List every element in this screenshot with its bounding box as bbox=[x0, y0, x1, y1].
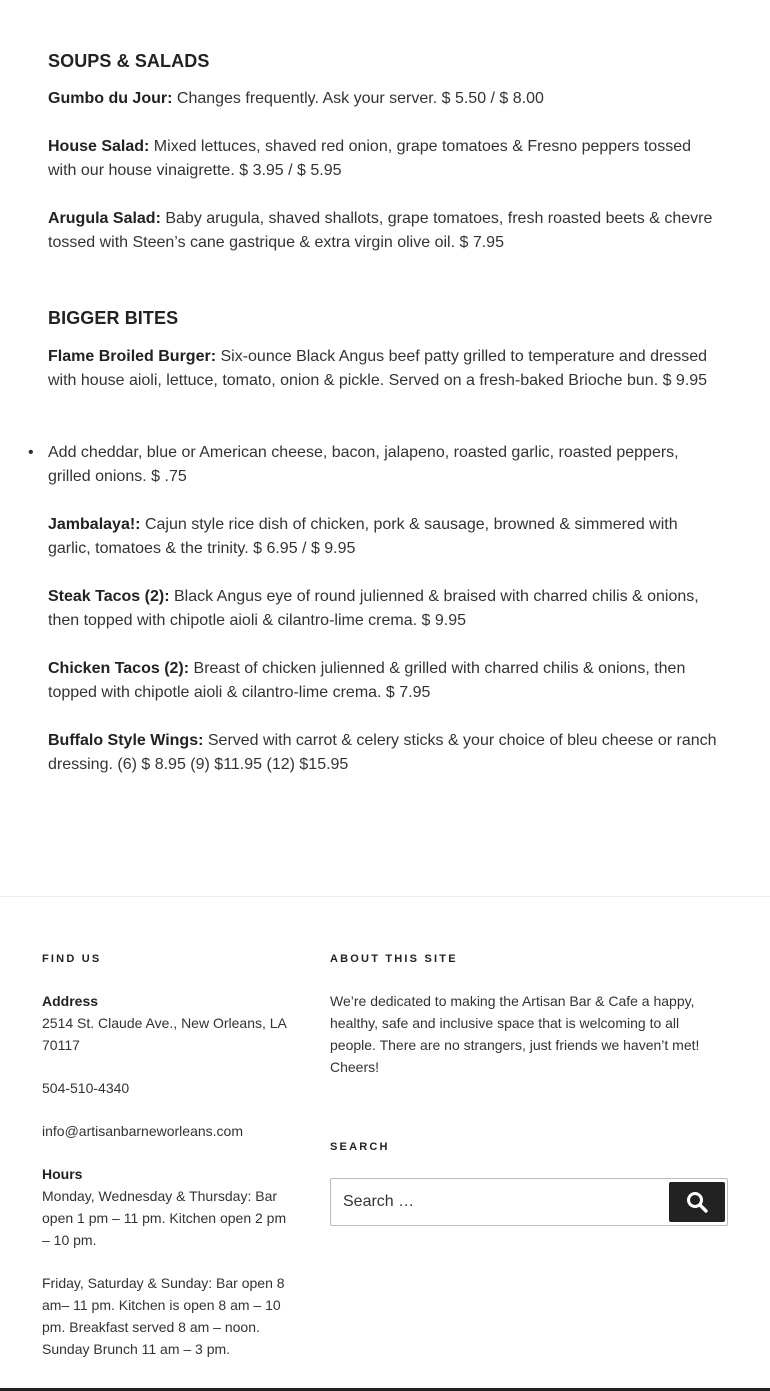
menu-item bbox=[48, 345, 720, 393]
menu-item-name: Gumbo du Jour: bbox=[48, 90, 173, 107]
menu-item-name: Steak Tacos (2): bbox=[48, 588, 170, 605]
menu-item-desc: Black Angus eye of round julienned & braised with charred chilis & onions, then topped with chipotle aioli & cilantro-lime crema. $ 9.95 bbox=[48, 588, 699, 629]
about-text: We’re dedicated to making the Artisan Bar & Cafe a happy, healthy, safe and inclusive space that is welcoming to all people. There are no strangers, just friends we haven’t met! Cheers! bbox=[330, 993, 700, 1075]
search-input[interactable] bbox=[331, 1179, 661, 1225]
search-button[interactable] bbox=[669, 1182, 725, 1222]
address-text: 2514 St. Claude Ave., New Orleans, LA 70117 bbox=[42, 1015, 287, 1053]
hours-label bbox=[42, 1163, 292, 1185]
hours-label-text: Hours bbox=[42, 1166, 83, 1182]
menu-item-desc: Baby arugula, shaved shallots, grape tomatoes, fresh roasted beets & chevre tossed with Steen’s cane gastrique & extra virgin olive oil. $ 7.95 bbox=[48, 210, 713, 251]
menu-item-name: House Salad: bbox=[48, 138, 150, 155]
menu-item-desc: Breast of chicken julienned & grilled with charred chilis & onions, then topped with chipotle aioli & cilantro-lime crema. $ 7.95 bbox=[48, 660, 686, 701]
email-link[interactable]: info@artisanbarneworleans.com bbox=[42, 1123, 243, 1139]
soups-salads-heading: SOUPS & SALADS bbox=[48, 51, 210, 71]
about-title: ABOUT THIS SITE bbox=[330, 953, 458, 965]
menu-item-desc: Changes frequently. Ask your server. $ 5.50 / $ 8.00 bbox=[172, 90, 544, 107]
menu-item bbox=[48, 513, 720, 561]
menu-item-name: Arugula Salad: bbox=[48, 210, 161, 227]
menu-item bbox=[48, 135, 720, 183]
search-icon bbox=[685, 1190, 709, 1214]
address-label bbox=[42, 990, 292, 1012]
find-us-title: FIND US bbox=[42, 953, 102, 965]
menu-item-name: Chicken Tacos (2): bbox=[48, 660, 190, 677]
menu-item-desc: Six-ounce Black Angus beef patty grilled to temperature and dressed with house aioli, lettuce, tomato, onion & pickle. Served on a fresh-baked Brioche bun. $ 9.95 bbox=[48, 348, 708, 389]
bigger-bites-heading: BIGGER BITES bbox=[48, 308, 179, 328]
menu-item-name: Jambalaya!: bbox=[48, 516, 141, 533]
menu-item bbox=[48, 729, 720, 777]
menu-item-name: Flame Broiled Burger: bbox=[48, 348, 217, 365]
burger-addon-bullet: • Add cheddar, blue or American cheese, bacon, jalapeno, roasted garlic, roasted peppers, grilled onions. $ .75 bbox=[48, 441, 720, 489]
menu-item bbox=[48, 585, 720, 633]
hours-weekday: Monday, Wednesday & Thursday: Bar open 1 pm – 11 pm. Kitchen open 2 pm – 10 pm. bbox=[42, 1188, 287, 1248]
menu-item bbox=[48, 207, 720, 255]
menu-item bbox=[48, 87, 720, 111]
search-title: SEARCH bbox=[330, 1141, 390, 1153]
menu-item bbox=[48, 657, 720, 705]
search-form bbox=[330, 1178, 728, 1226]
hours-weekend: Friday, Saturday & Sunday: Bar open 8 am– 11 pm. Kitchen is open 8 am – 10 pm. Breakfast served 8 am – noon. Sunday Brunch 11 am – 3 pm. bbox=[42, 1275, 285, 1357]
menu-item-desc: Served with carrot & celery sticks & your choice of bleu cheese or ranch dressing. (6) $ 8.95 (9) $11.95 (12) $15.95 bbox=[48, 732, 717, 773]
menu-item-desc: Mixed lettuces, shaved red onion, grape tomatoes & Fresno peppers tossed with our house vinaigrette. $ 3.95 / $ 5.95 bbox=[48, 138, 691, 179]
address-label-text: Address bbox=[42, 993, 99, 1009]
menu-item-name: Buffalo Style Wings: bbox=[48, 732, 204, 749]
phone-number[interactable]: 504-510-4340 bbox=[42, 1080, 130, 1096]
menu-item-desc: Cajun style rice dish of chicken, pork & sausage, browned & simmered with garlic, tomatoes & the trinity. $ 6.95 / $ 9.95 bbox=[48, 516, 678, 557]
